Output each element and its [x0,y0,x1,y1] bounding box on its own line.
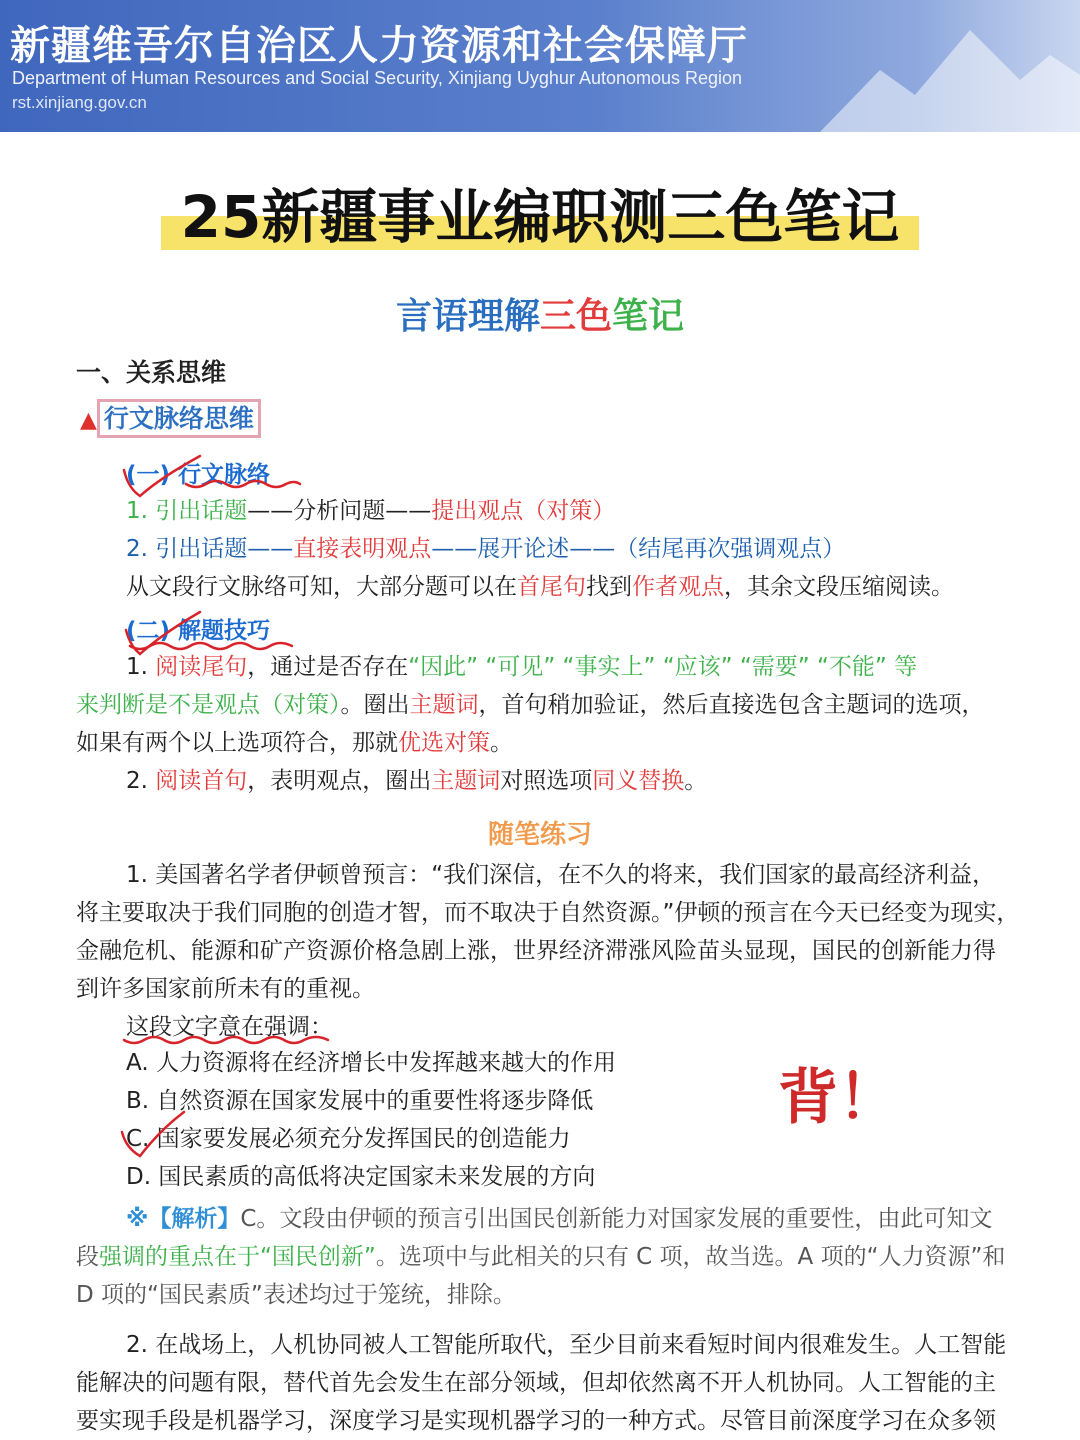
tip-4c: ，表明观点，圈出 [247,768,432,794]
context-3c: 找到 [586,574,632,600]
analysis-2b: 强调的重点在于“国民创新” [99,1244,376,1270]
context-3d: 作者观点 [632,574,724,600]
tip-2c: 主题词 [409,692,479,718]
context-line-3 [126,572,954,602]
tip-line-4 [126,766,707,796]
tip-4b: 阅读首句 [155,768,248,794]
q2-line: 要实现手段是机器学习，深度学习是实现机器学习的一种方式。尽管目前深度学习在众多领 [76,1408,996,1434]
tip-line-1 [126,652,917,682]
tip-4a: 2. [126,768,156,794]
header-subtitle: Department of Human Resources and Social Security, Xinjiang Uyghur Autonomous Region [12,68,743,88]
tip-4g: 。 [684,768,708,794]
tip-3c: 。 [490,730,513,756]
tip-line-3 [76,728,513,758]
tip-1a: 1. [126,654,156,680]
q2-line: 能解决的问题有限，替代首先会发生在部分领域，但却依然离不开人机协同。人工智能的主 [76,1370,996,1396]
subheading-1: (一) 行文脉络 [126,462,271,488]
tip-2d: ，首句稍加验证，然后直接选包含主题词的选项， [478,692,985,718]
context-1a: 1. 引出话题 [126,498,248,524]
tip-3a: 如果有两个以上选项符合，那就 [76,730,398,756]
q1-line: 到许多国家前所未有的重视。 [76,976,375,1002]
subtitle-part2: 三色 [539,296,612,337]
context-2b: 直接表明观点 [293,536,432,562]
analysis-line-3: D 项的“国民素质”表述均过于笼统，排除。 [76,1282,516,1308]
tip-1b: 阅读尾句 [155,654,248,680]
analysis-2a: 段 [76,1244,99,1270]
main-title: 25新疆事业编职测三色笔记 [161,170,920,254]
q1-line: 将主要取决于我们同胞的创造才智，而不取决于自然资源。”伊顿的预言在今天已经变为现实， [76,900,1020,926]
subtitle-part3: 笔记 [612,296,685,337]
option-a: A. 人力资源将在经济增长中发挥越来越大的作用 [126,1050,616,1076]
practice-heading: 随笔练习 [487,820,592,850]
mountain-graphic [820,0,1080,132]
tip-1c: ，通过是否存在 [247,654,409,680]
context-3e: ，其余文段压缩阅读。 [724,574,954,600]
analysis-line-2 [76,1242,1005,1272]
q1-line: 1. 美国著名学者伊顿曾预言：“我们深信，在不久的将来，我们国家的最高经济利益， [126,862,996,888]
option-d: D. 国民素质的高低将决定国家未来发展的方向 [126,1164,596,1190]
tip-4d: 主题词 [431,768,501,794]
tip-3b: 优选对策 [398,730,490,756]
main-title-wrap [0,170,1080,254]
subtitle-part1: 言语理解 [395,296,540,337]
tip-2a: 来判断是不是观点（对策） [76,692,341,718]
tip-4f: 同义替换 [592,768,685,794]
analysis-line-1 [126,1204,992,1234]
context-line-2 [126,534,845,564]
context-3a: 从文段行文脉络可知，大部分题可以在 [126,574,517,600]
subheading-2: (二) 解题技巧 [126,618,271,644]
q1-prompt: 这段文字意在强调： [126,1014,333,1040]
boxed-label-row [80,404,261,436]
boxed-label: 行文脉络思维 [97,399,261,438]
q2-line: 2. 在战场上，人机协同被人工智能所取代，至少目前来看短时间内很难发生。人工智能 [126,1332,1007,1358]
analysis-2c: 。选项中与此相关的只有 C 项，故当选。A 项的“人力资源”和 [375,1244,1006,1270]
context-1c: 提出观点（对策） [431,498,616,524]
tip-1d: “因此” “可见” “事实上” “应该” “需要” “不能” 等 [408,654,918,680]
context-1b: ——分析问题—— [247,498,432,524]
option-c: C. 国家要发展必须充分发挥国民的创造能力 [126,1126,571,1152]
analysis-tag: ※【解析】 [126,1206,241,1232]
triangle-icon: ▲ [80,408,97,433]
header-banner [0,0,1080,132]
header-url: rst.xinjiang.gov.cn [12,93,147,112]
subtitle [0,288,1080,339]
context-line-1 [126,496,615,526]
context-3b: 首尾句 [517,574,586,600]
context-2a: 2. 引出话题—— [126,536,294,562]
tip-line-2 [76,690,985,720]
analysis-1: C。文段由伊顿的预言引出国民创新能力对国家发展的重要性，由此可知文 [240,1206,993,1232]
option-b: B. 自然资源在国家发展中的重要性将逐步降低 [126,1088,594,1114]
section-heading: 一、关系思维 [76,358,227,387]
context-2c: ——展开论述——（结尾再次强调观点） [431,536,846,562]
tip-4e: 对照选项 [500,768,593,794]
header-title: 新疆维吾尔自治区人力资源和社会保障厅 [10,23,748,69]
memo-note: 背！ [778,1063,898,1133]
tip-2b: 。圈出 [340,692,410,718]
q1-line: 金融危机、能源和矿产资源价格急剧上涨，世界经济滞涨风险苗头显现，国民的创新能力得 [76,938,996,964]
